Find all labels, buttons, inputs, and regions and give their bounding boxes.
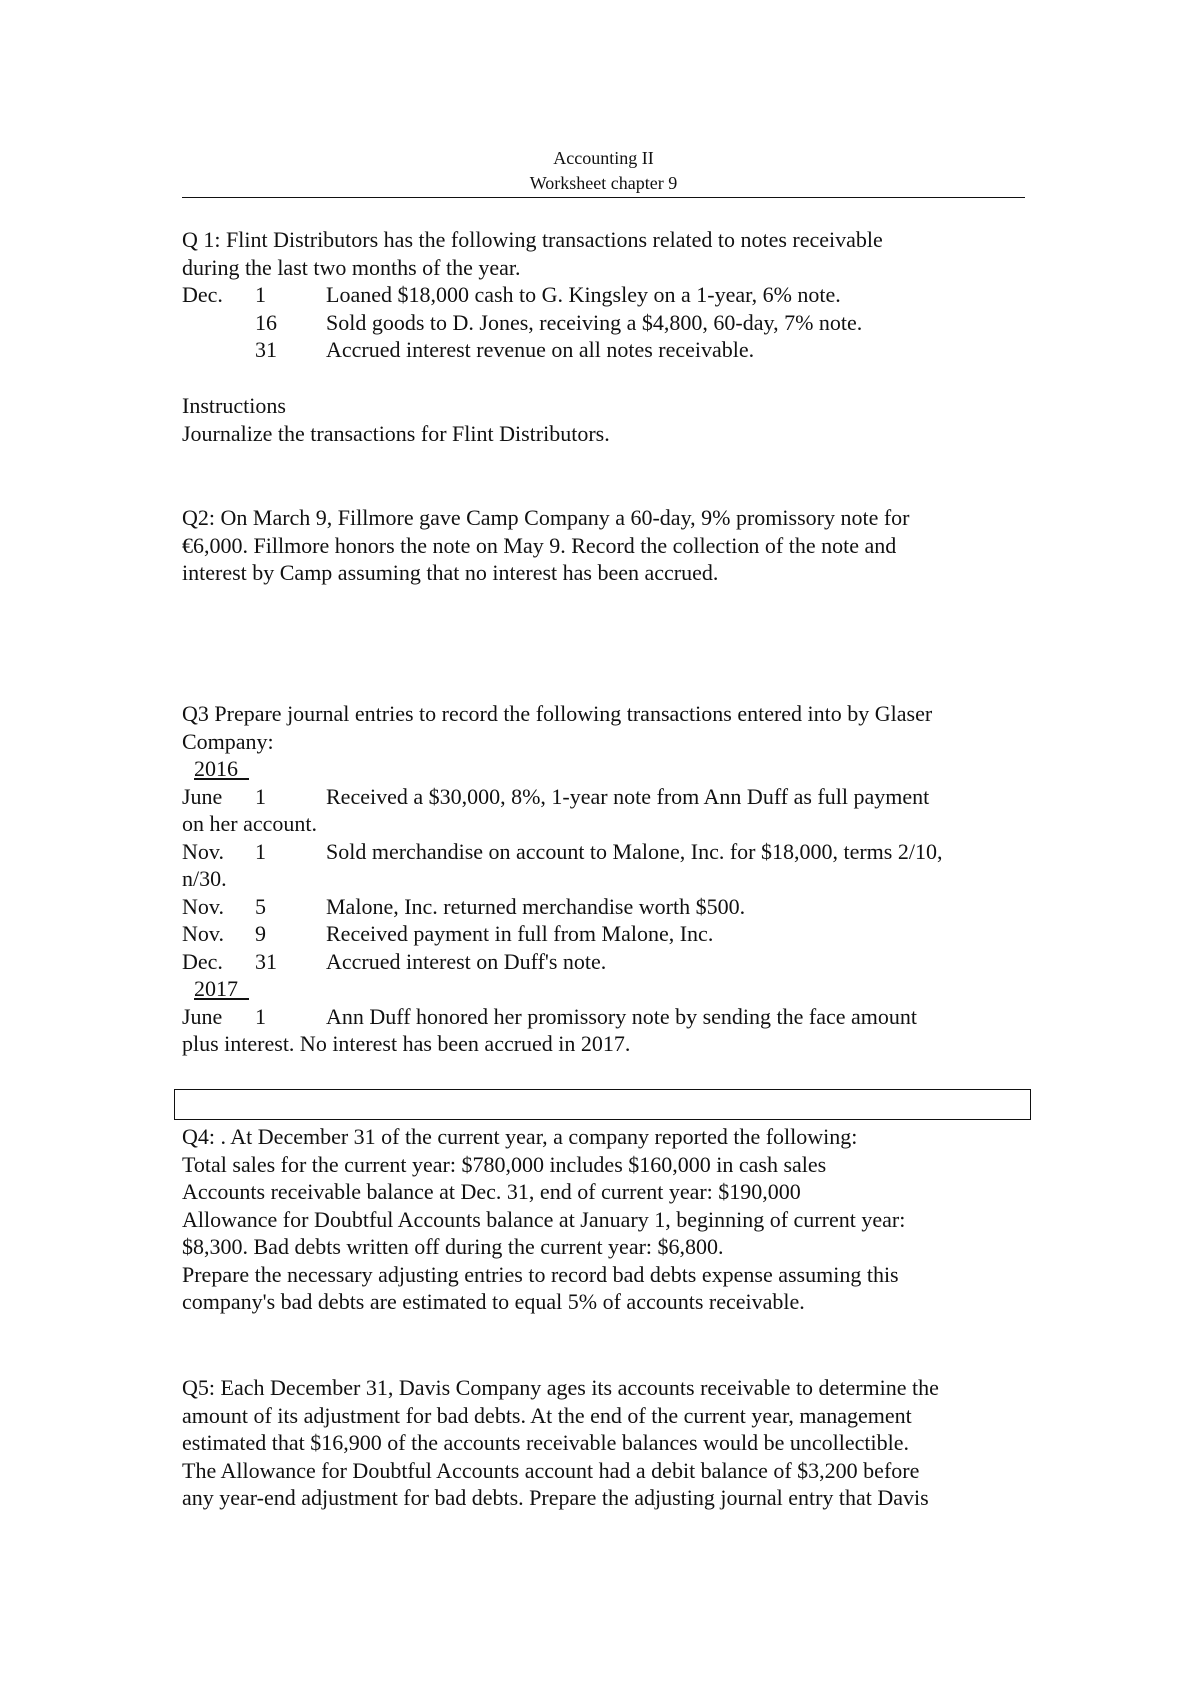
empty-bordered-box [174,1089,1031,1120]
q3-description: Accrued interest on Duff's note. [326,948,607,974]
q1-month: Dec. [182,282,223,307]
instructions-text: Journalize the transactions for Flint Distributors. [182,420,610,446]
q3-year-2016 [182,755,1022,783]
question-4 [182,1123,1022,1316]
q2-line-3: interest by Camp assuming that no interest has been accrued. [182,560,719,585]
q5-line: any year-end adjustment for bad debts. Prepare the adjusting journal entry that Davis [182,1485,929,1510]
q5-line: The Allowance for Doubtful Accounts account had a debit balance of $3,200 before [182,1457,920,1483]
q1-description: Accrued interest revenue on all notes receivable. [326,337,755,362]
q1-description: Loaned $18,000 cash to G. Kingsley on a 1-year, 6% note. [326,282,841,307]
q3-description: Received a $30,000, 8%, 1-year note from Ann Duff as full payment [326,783,930,809]
q3-transaction-row [182,838,1022,866]
q3-transaction-row [182,893,1022,921]
question-1 [182,226,1022,364]
q1-month [182,336,255,364]
q2-line-2: €6,000. Fillmore honors the note on May 9. Record the collection of the note and [182,532,897,558]
q3-month: Nov. [182,921,224,946]
q3-month: Dec. [182,948,223,974]
q3-line-2: Company: [182,728,274,754]
q3-day: 9 [255,921,266,946]
q5-line: Q5: Each December 31, Davis Company ages its accounts receivable to determine the [182,1375,939,1400]
q4-line: company's bad debts are estimated to equal 5% of accounts receivable. [182,1289,805,1314]
document-header [182,146,1025,196]
question-2 [182,504,1022,587]
q1-description: Sold goods to D. Jones, receiving a $4,800, 60-day, 7% note. [326,309,863,335]
header-divider [182,197,1025,198]
q1-transaction-row [182,309,1022,337]
q1-day: 16 [255,309,277,335]
question-5 [182,1374,1022,1512]
q3-day: 1 [255,1003,266,1029]
q3-description: Ann Duff honored her promissory note by sending the face amount [326,1003,918,1029]
q4-line: Prepare the necessary adjusting entries to record bad debts expense assuming this [182,1261,899,1287]
year-label: 2017 [194,976,238,1001]
q2-line-1: Q2: On March 9, Fillmore gave Camp Company a 60-day, 9% promissory note for [182,505,910,530]
q3-transaction-row [182,920,1022,948]
q3-description: Received payment in full from Malone, Inc. [326,921,714,946]
q3-year-2017 [182,975,1022,1003]
q1-intro-line-1: Q 1: Flint Distributors has the following transactions related to notes receivable [182,227,883,252]
worksheet-subtitle: Worksheet chapter 9 [529,173,678,193]
q3-line-1: Q3 Prepare journal entries to record the following transactions entered into by Glaser [182,701,933,726]
instructions-heading: Instructions [182,393,286,418]
q3-description: Sold merchandise on account to Malone, Inc. for $18,000, terms 2/10, [326,838,943,864]
q3-month: Nov. [182,893,224,919]
q3-description: Malone, Inc. returned merchandise worth $500. [326,893,746,919]
q1-transaction-row [182,281,1022,309]
q3-month: Nov. [182,838,224,864]
q3-month: June [182,783,223,809]
question-3 [182,700,1022,1058]
q4-line: Accounts receivable balance at Dec. 31, end of current year: $190,000 [182,1179,801,1204]
q3-day: 31 [255,948,277,974]
q3-transaction-row [182,1003,1022,1031]
q3-transaction-row [182,783,1022,811]
course-title: Accounting II [553,148,654,168]
q3-month: June [182,1003,223,1029]
q3-transaction-row [182,948,1022,976]
q1-instructions [182,392,1022,447]
q1-day: 1 [255,282,266,307]
q1-month [182,309,255,337]
q1-intro-line-2: during the last two months of the year. [182,254,521,280]
q5-line: estimated that $16,900 of the accounts receivable balances would be uncollectible. [182,1430,909,1455]
q4-line: $8,300. Bad debts written off during the current year: $6,800. [182,1234,724,1259]
q3-row-continuation: on her account. [182,811,317,836]
q3-day: 5 [255,893,266,919]
q5-line: amount of its adjustment for bad debts. At the end of the current year, management [182,1402,912,1428]
q1-transaction-row [182,336,1022,364]
q3-row-continuation: n/30. [182,866,227,891]
year-label: 2016 [194,756,238,781]
q4-line: Allowance for Doubtful Accounts balance at January 1, beginning of current year: [182,1206,906,1232]
q4-line: Q4: . At December 31 of the current year, a company reported the following: [182,1124,858,1149]
q3-row-continuation: plus interest. No interest has been accrued in 2017. [182,1031,631,1056]
q3-day: 1 [255,783,266,809]
q4-line: Total sales for the current year: $780,000 includes $160,000 in cash sales [182,1151,827,1177]
q3-day: 1 [255,838,266,864]
q1-day: 31 [255,337,277,362]
